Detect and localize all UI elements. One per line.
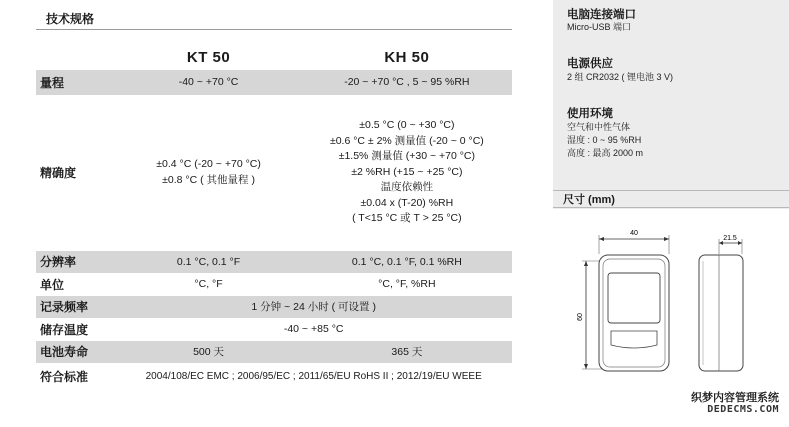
device-side-body [699,255,743,371]
accuracy-kt50-line: ±0.4 °C (-20 ~ +70 °C) [156,157,261,170]
width-arrow-left [599,237,604,241]
power-title: 电源供应 [567,58,613,70]
unit-kt50: °C, °F [115,273,301,295]
row-label: 单位 [36,273,115,295]
resolution-kt50: 0.1 °C, 0.1 °F [115,250,301,273]
watermark-line1: 织梦内容管理系统 [691,392,779,404]
unit-kh50: °C, °F, %RH [302,273,512,295]
table-header-row [36,44,512,70]
storage-temp-value: -40 ~ +85 °C [115,318,512,340]
device-button [611,331,657,348]
power-text: 2 组 CR2032 ( 锂电池 3 V) [567,72,674,82]
table-row-battery-life [36,340,512,363]
accuracy-kh50-line: 温度依赖性 [380,181,434,194]
range-kh50: -20 ~ +70 °C , 5 ~ 95 %RH [302,70,512,95]
pc-port-title: 电脑连接端口 [567,9,636,21]
spec-table [36,44,512,390]
row-label: 储存温度 [36,318,115,340]
column-header-kh50: KH 50 [384,48,430,66]
accuracy-kh50-line: ±2 %RH (+15 ~ +25 °C) [351,165,463,178]
accuracy-kh50-line: ±0.04 x (T-20) %RH [360,196,454,209]
row-label: 精确度 [36,95,115,250]
accuracy-kt50-line: ±0.8 °C ( 其他量程 ) [162,173,255,186]
table-row-resolution [36,250,512,273]
dimensions-title: 尺寸 (mm) [553,190,789,208]
env-title: 使用环境 [567,108,613,120]
device-drawing-svg [553,209,789,395]
table-row-storage-temp [36,318,512,340]
row-label: 符合标准 [36,363,115,389]
pc-port-text: Micro-USB 端口 [567,22,632,32]
height-dimension-label: 60 [577,313,584,321]
battery-life-kh50: 365 天 [302,340,512,363]
table-row-log-interval [36,295,512,318]
accuracy-kh50-line: ±0.5 °C (0 ~ +30 °C) [359,118,455,131]
table-row-compliance [36,363,512,389]
accuracy-kh50 [302,95,512,250]
resolution-kh50: 0.1 °C, 0.1 °F, 0.1 %RH [302,250,512,273]
accuracy-kh50-line: ±0.6 °C ± 2% 测量值 (-20 ~ 0 °C) [329,134,484,147]
dimension-drawing [553,209,789,395]
env-line: 湿度 : 0 ~ 95 %RH [567,135,642,145]
watermark-line2: DEDECMS.COM [707,404,779,415]
watermark [691,392,779,416]
column-header-kt50: KT 50 [186,48,231,66]
battery-life-kt50: 500 天 [115,340,301,363]
row-label: 记录频率 [36,295,115,318]
compliance-value: 2004/108/EC EMC ; 2006/95/EC ; 2011/65/EU RoHS II ; 2012/19/EU WEEE [115,363,512,389]
table-row-unit [36,273,512,295]
row-label: 量程 [36,70,115,95]
env-line: 空气和中性气体 [567,122,631,132]
device-screen [608,273,660,323]
height-arrow-bottom [584,364,588,369]
table-row-range [36,70,512,95]
range-kt50: -40 ~ +70 °C [115,70,301,95]
row-label: 分辨率 [36,250,115,273]
log-interval-value: 1 分钟 ~ 24 小时 ( 可设置 ) [115,295,512,318]
depth-arrow-right [738,241,742,245]
table-row-accuracy [36,95,512,250]
section-title: 技术规格 [36,9,512,30]
height-arrow-top [584,261,588,266]
width-arrow-right [664,237,669,241]
accuracy-kh50-line: ( T<15 °C 或 T > 25 °C) [352,212,462,225]
accuracy-kt50 [115,95,301,250]
row-label: 电池寿命 [36,340,115,363]
width-dimension-label: 40 [630,230,638,237]
depth-dimension-label: 21.5 [723,235,737,242]
env-line: 高度 : 最高 2000 m [567,148,644,158]
accuracy-kh50-line: ±1.5% 测量值 (+30 ~ +70 °C) [338,150,476,163]
